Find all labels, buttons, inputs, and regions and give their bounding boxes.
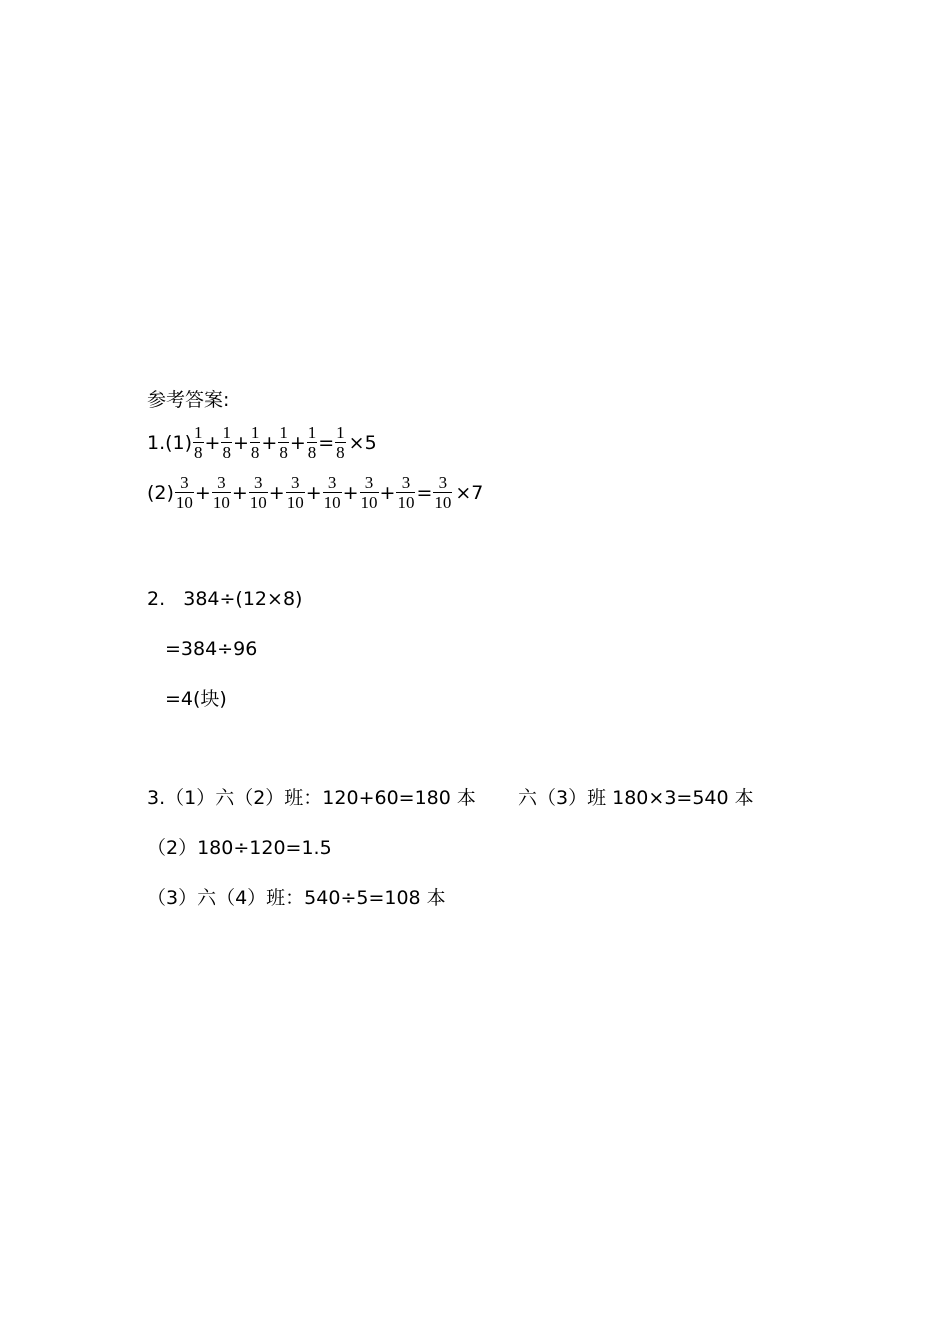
denominator: 10	[434, 493, 452, 512]
numerator: 3	[438, 473, 448, 492]
fraction	[286, 474, 305, 512]
q2-line3: =4(块)	[165, 688, 227, 710]
plus-sign: +	[268, 482, 285, 504]
q3-line1-part2: 六（3）班 180×3=540 本	[518, 787, 754, 809]
q1-part1-tail: ×5	[348, 432, 377, 454]
fraction	[249, 474, 268, 512]
fraction	[221, 424, 232, 462]
denominator: 10	[286, 493, 304, 512]
fraction	[175, 474, 194, 512]
plus-sign: +	[261, 432, 278, 454]
denominator: 10	[397, 493, 415, 512]
q3-line1-part1: 3.（1）六（2）班：120+60=180 本	[147, 787, 476, 809]
fraction	[335, 424, 346, 462]
denominator: 8	[194, 443, 203, 462]
plus-sign: +	[289, 432, 306, 454]
q1-part2-label: (2)	[147, 482, 174, 504]
numerator: 3	[290, 473, 300, 492]
numerator: 1	[194, 423, 203, 442]
fraction	[278, 424, 289, 462]
denominator: 8	[336, 443, 345, 462]
answers-heading: 参考答案:	[147, 389, 230, 411]
equals-sign: =	[416, 482, 433, 504]
denominator: 8	[279, 443, 288, 462]
fraction	[396, 474, 415, 512]
numerator: 1	[250, 423, 260, 442]
plus-sign: +	[342, 482, 359, 504]
numerator: 1	[307, 423, 317, 442]
q3-line2: （2）180÷120=1.5	[147, 837, 332, 859]
q1-part1	[147, 424, 377, 462]
numerator: 1	[279, 423, 288, 442]
plus-sign: +	[379, 482, 396, 504]
fraction	[307, 424, 318, 462]
denominator: 10	[360, 493, 378, 512]
q1-part2-tail: ×7	[455, 482, 484, 504]
denominator: 8	[250, 443, 260, 462]
plus-sign: +	[231, 482, 248, 504]
numerator: 3	[217, 473, 226, 492]
equals-sign: =	[318, 432, 335, 454]
plus-sign: +	[305, 482, 322, 504]
q3-line3: （3）六（4）班：540÷5=108 本	[147, 887, 446, 909]
numerator: 3	[327, 473, 337, 492]
plus-sign: +	[232, 432, 249, 454]
fraction	[360, 474, 379, 512]
denominator: 8	[307, 443, 317, 462]
denominator: 10	[212, 493, 230, 512]
q1-part1-label: 1.(1)	[147, 432, 193, 454]
numerator: 3	[254, 473, 263, 492]
q2-line2: =384÷96	[165, 638, 258, 660]
fraction	[212, 474, 231, 512]
denominator: 10	[175, 493, 193, 512]
fraction	[250, 424, 261, 462]
numerator: 1	[336, 423, 345, 442]
numerator: 1	[222, 423, 231, 442]
q1-part2	[147, 474, 483, 512]
numerator: 3	[401, 473, 411, 492]
plus-sign: +	[194, 482, 211, 504]
fraction	[433, 474, 452, 512]
plus-sign: +	[204, 432, 221, 454]
denominator: 8	[222, 443, 231, 462]
fraction	[193, 424, 204, 462]
numerator: 3	[180, 473, 189, 492]
q2-line1: 2. 384÷(12×8)	[147, 588, 303, 610]
denominator: 10	[249, 493, 267, 512]
numerator: 3	[364, 473, 374, 492]
denominator: 10	[323, 493, 341, 512]
fraction	[323, 474, 342, 512]
